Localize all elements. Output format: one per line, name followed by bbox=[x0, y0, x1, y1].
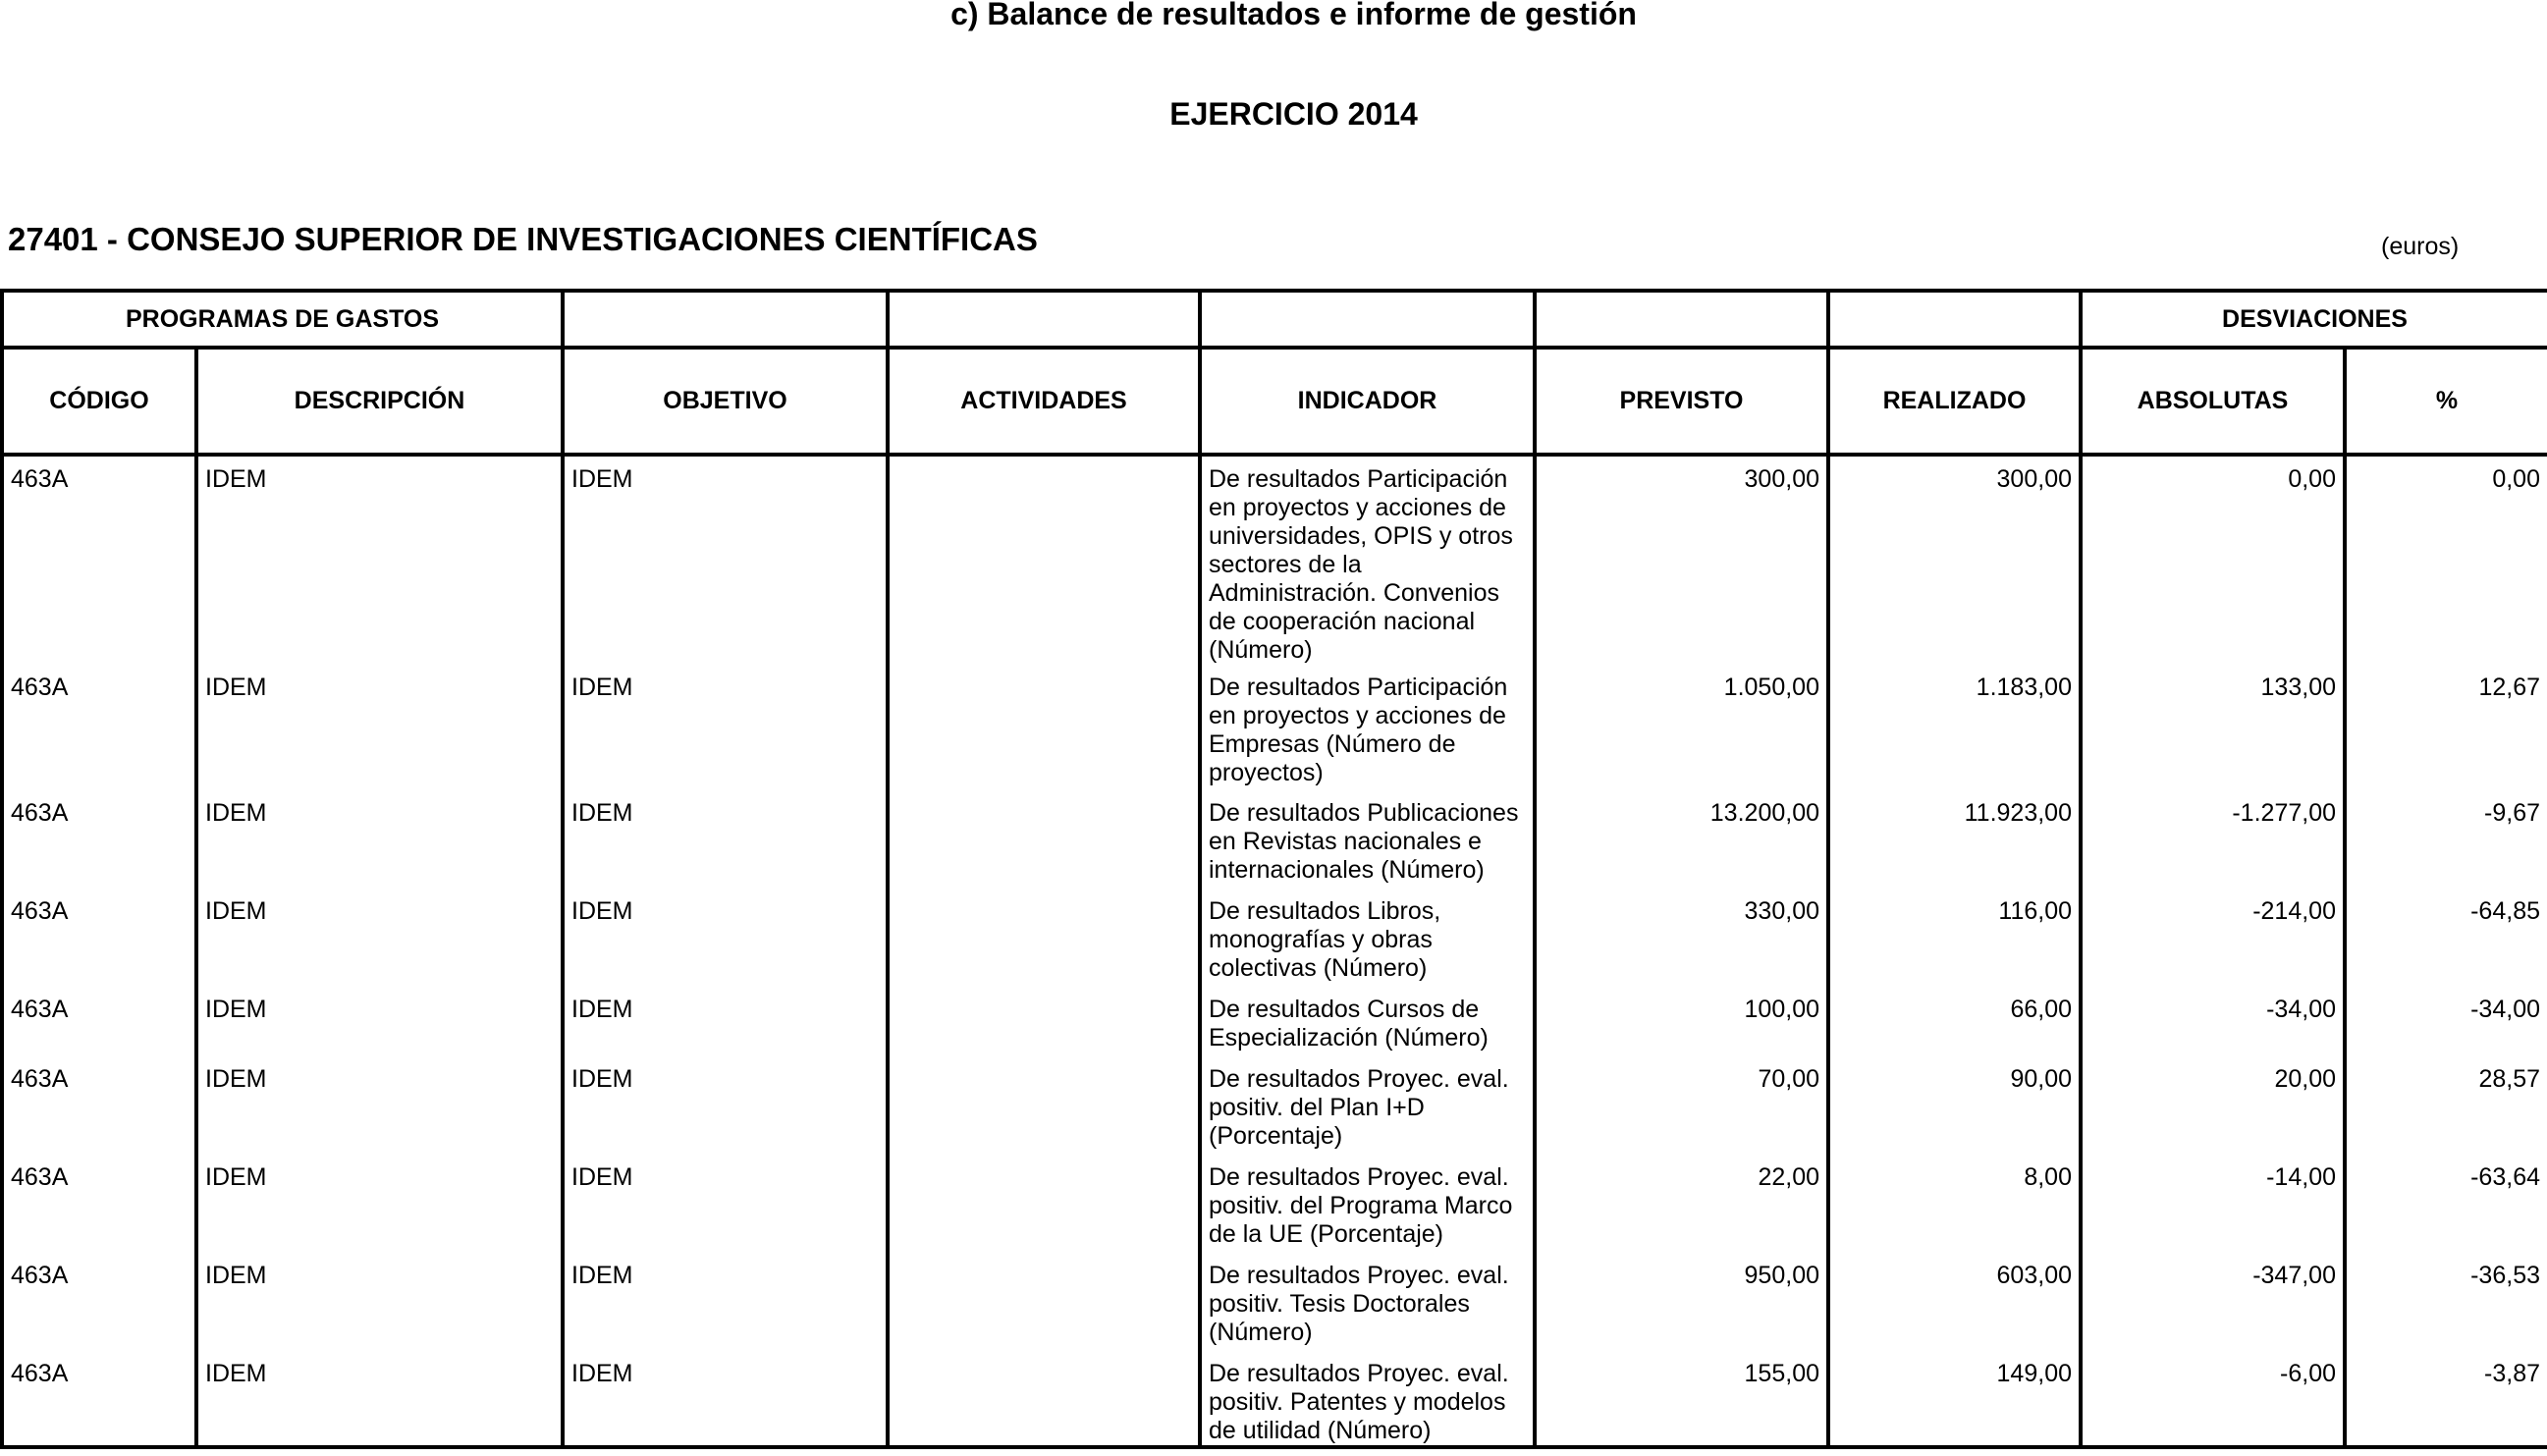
column-header-absolutas: ABSOLUTAS bbox=[2081, 348, 2345, 455]
group-header-blank bbox=[1535, 291, 1828, 348]
cell-absolutas: 133,00 bbox=[2081, 665, 2345, 790]
cell-realizado: 90,00 bbox=[1828, 1056, 2081, 1155]
cell-actividades bbox=[888, 1351, 1200, 1447]
table-row bbox=[2, 1253, 2547, 1351]
group-header-blank bbox=[888, 291, 1200, 348]
cell-codigo: 463A bbox=[2, 1253, 196, 1351]
group-header-desviaciones: DESVIACIONES bbox=[2081, 291, 2547, 348]
cell-indicador: De resultados Proyec. eval. positiv. Patentes y modelos de utilidad (Número) bbox=[1200, 1351, 1535, 1447]
table-row bbox=[2, 790, 2547, 889]
cell-indicador: De resultados Proyec. eval. positiv. del Plan I+D (Porcentaje) bbox=[1200, 1056, 1535, 1155]
cell-objetivo: IDEM bbox=[563, 987, 888, 1056]
cell-realizado: 300,00 bbox=[1828, 455, 2081, 665]
cell-descripcion: IDEM bbox=[196, 889, 563, 987]
currency-units-label: (euros) bbox=[2381, 233, 2460, 260]
cell-indicador: De resultados Publicaciones en Revistas nacionales e internacionales (Número) bbox=[1200, 790, 1535, 889]
report-title: c) Balance de resultados e informe de gestión bbox=[950, 0, 1637, 31]
cell-porcentaje: -3,87 bbox=[2345, 1351, 2547, 1447]
cell-absolutas: -6,00 bbox=[2081, 1351, 2345, 1447]
cell-porcentaje: -36,53 bbox=[2345, 1253, 2547, 1351]
table-row bbox=[2, 987, 2547, 1056]
cell-indicador: De resultados Libros, monografías y obras colectivas (Número) bbox=[1200, 889, 1535, 987]
cell-actividades bbox=[888, 987, 1200, 1056]
cell-descripcion: IDEM bbox=[196, 987, 563, 1056]
fiscal-year-heading: EJERCICIO 2014 bbox=[1169, 96, 1418, 132]
cell-absolutas: -34,00 bbox=[2081, 987, 2345, 1056]
organization-heading: 27401 - CONSEJO SUPERIOR DE INVESTIGACIONES CIENTÍFICAS bbox=[8, 221, 1038, 257]
cell-previsto: 1.050,00 bbox=[1535, 665, 1828, 790]
table-body bbox=[2, 455, 2547, 1447]
cell-objetivo: IDEM bbox=[563, 665, 888, 790]
column-header-descripcion: DESCRIPCIÓN bbox=[196, 348, 563, 455]
cell-actividades bbox=[888, 455, 1200, 665]
cell-actividades bbox=[888, 790, 1200, 889]
table-row bbox=[2, 1056, 2547, 1155]
cell-previsto: 330,00 bbox=[1535, 889, 1828, 987]
cell-codigo: 463A bbox=[2, 987, 196, 1056]
group-header-blank bbox=[563, 291, 888, 348]
group-header-programas: PROGRAMAS DE GASTOS bbox=[2, 291, 563, 348]
cell-porcentaje: -63,64 bbox=[2345, 1155, 2547, 1253]
cell-descripcion: IDEM bbox=[196, 790, 563, 889]
cell-previsto: 300,00 bbox=[1535, 455, 1828, 665]
cell-descripcion: IDEM bbox=[196, 1155, 563, 1253]
column-header-objetivo: OBJETIVO bbox=[563, 348, 888, 455]
cell-realizado: 8,00 bbox=[1828, 1155, 2081, 1253]
group-header-blank bbox=[1200, 291, 1535, 348]
cell-codigo: 463A bbox=[2, 889, 196, 987]
cell-codigo: 463A bbox=[2, 665, 196, 790]
cell-actividades bbox=[888, 889, 1200, 987]
results-table bbox=[0, 289, 2547, 1449]
group-header-row bbox=[2, 291, 2547, 348]
column-header-realizado: REALIZADO bbox=[1828, 348, 2081, 455]
cell-codigo: 463A bbox=[2, 790, 196, 889]
column-header-previsto: PREVISTO bbox=[1535, 348, 1828, 455]
cell-absolutas: -1.277,00 bbox=[2081, 790, 2345, 889]
column-header-row bbox=[2, 348, 2547, 455]
table-row bbox=[2, 455, 2547, 665]
cell-realizado: 1.183,00 bbox=[1828, 665, 2081, 790]
cell-porcentaje: 0,00 bbox=[2345, 455, 2547, 665]
cell-descripcion: IDEM bbox=[196, 1351, 563, 1447]
cell-realizado: 116,00 bbox=[1828, 889, 2081, 987]
cell-actividades bbox=[888, 1155, 1200, 1253]
column-header-porcentaje: % bbox=[2345, 348, 2547, 455]
cell-realizado: 11.923,00 bbox=[1828, 790, 2081, 889]
cell-descripcion: IDEM bbox=[196, 1253, 563, 1351]
cell-objetivo: IDEM bbox=[563, 1253, 888, 1351]
column-header-actividades: ACTIVIDADES bbox=[888, 348, 1200, 455]
cell-realizado: 603,00 bbox=[1828, 1253, 2081, 1351]
cell-porcentaje: -34,00 bbox=[2345, 987, 2547, 1056]
cell-previsto: 100,00 bbox=[1535, 987, 1828, 1056]
cell-porcentaje: 28,57 bbox=[2345, 1056, 2547, 1155]
cell-realizado: 66,00 bbox=[1828, 987, 2081, 1056]
cell-indicador: De resultados Proyec. eval. positiv. del Programa Marco de la UE (Porcentaje) bbox=[1200, 1155, 1535, 1253]
group-header-blank bbox=[1828, 291, 2081, 348]
cell-actividades bbox=[888, 665, 1200, 790]
table-row bbox=[2, 1155, 2547, 1253]
cell-objetivo: IDEM bbox=[563, 790, 888, 889]
cell-previsto: 22,00 bbox=[1535, 1155, 1828, 1253]
cell-objetivo: IDEM bbox=[563, 455, 888, 665]
cell-objetivo: IDEM bbox=[563, 1056, 888, 1155]
cell-previsto: 950,00 bbox=[1535, 1253, 1828, 1351]
table-row bbox=[2, 665, 2547, 790]
cell-descripcion: IDEM bbox=[196, 665, 563, 790]
cell-objetivo: IDEM bbox=[563, 1351, 888, 1447]
column-header-indicador: INDICADOR bbox=[1200, 348, 1535, 455]
cell-absolutas: 0,00 bbox=[2081, 455, 2345, 665]
cell-actividades bbox=[888, 1253, 1200, 1351]
cell-objetivo: IDEM bbox=[563, 889, 888, 987]
cell-descripcion: IDEM bbox=[196, 455, 563, 665]
cell-codigo: 463A bbox=[2, 1056, 196, 1155]
cell-porcentaje: -9,67 bbox=[2345, 790, 2547, 889]
cell-objetivo: IDEM bbox=[563, 1155, 888, 1253]
cell-porcentaje: -64,85 bbox=[2345, 889, 2547, 987]
cell-indicador: De resultados Participación en proyectos y acciones de Empresas (Número de proyectos) bbox=[1200, 665, 1535, 790]
cell-indicador: De resultados Cursos de Especialización (Número) bbox=[1200, 987, 1535, 1056]
cell-absolutas: 20,00 bbox=[2081, 1056, 2345, 1155]
table-row bbox=[2, 1351, 2547, 1447]
cell-indicador: De resultados Participación en proyectos y acciones de universidades, OPIS y otros sectores de la Administración. Convenios de cooperación nacional (Número) bbox=[1200, 455, 1535, 665]
cell-previsto: 13.200,00 bbox=[1535, 790, 1828, 889]
cell-codigo: 463A bbox=[2, 455, 196, 665]
table-row bbox=[2, 889, 2547, 987]
cell-actividades bbox=[888, 1056, 1200, 1155]
cell-codigo: 463A bbox=[2, 1351, 196, 1447]
column-header-codigo: CÓDIGO bbox=[2, 348, 196, 455]
cell-porcentaje: 12,67 bbox=[2345, 665, 2547, 790]
cell-indicador: De resultados Proyec. eval. positiv. Tesis Doctorales (Número) bbox=[1200, 1253, 1535, 1351]
cell-realizado: 149,00 bbox=[1828, 1351, 2081, 1447]
cell-absolutas: -347,00 bbox=[2081, 1253, 2345, 1351]
cell-descripcion: IDEM bbox=[196, 1056, 563, 1155]
cell-absolutas: -14,00 bbox=[2081, 1155, 2345, 1253]
cell-previsto: 70,00 bbox=[1535, 1056, 1828, 1155]
cell-codigo: 463A bbox=[2, 1155, 196, 1253]
cell-previsto: 155,00 bbox=[1535, 1351, 1828, 1447]
cell-absolutas: -214,00 bbox=[2081, 889, 2345, 987]
